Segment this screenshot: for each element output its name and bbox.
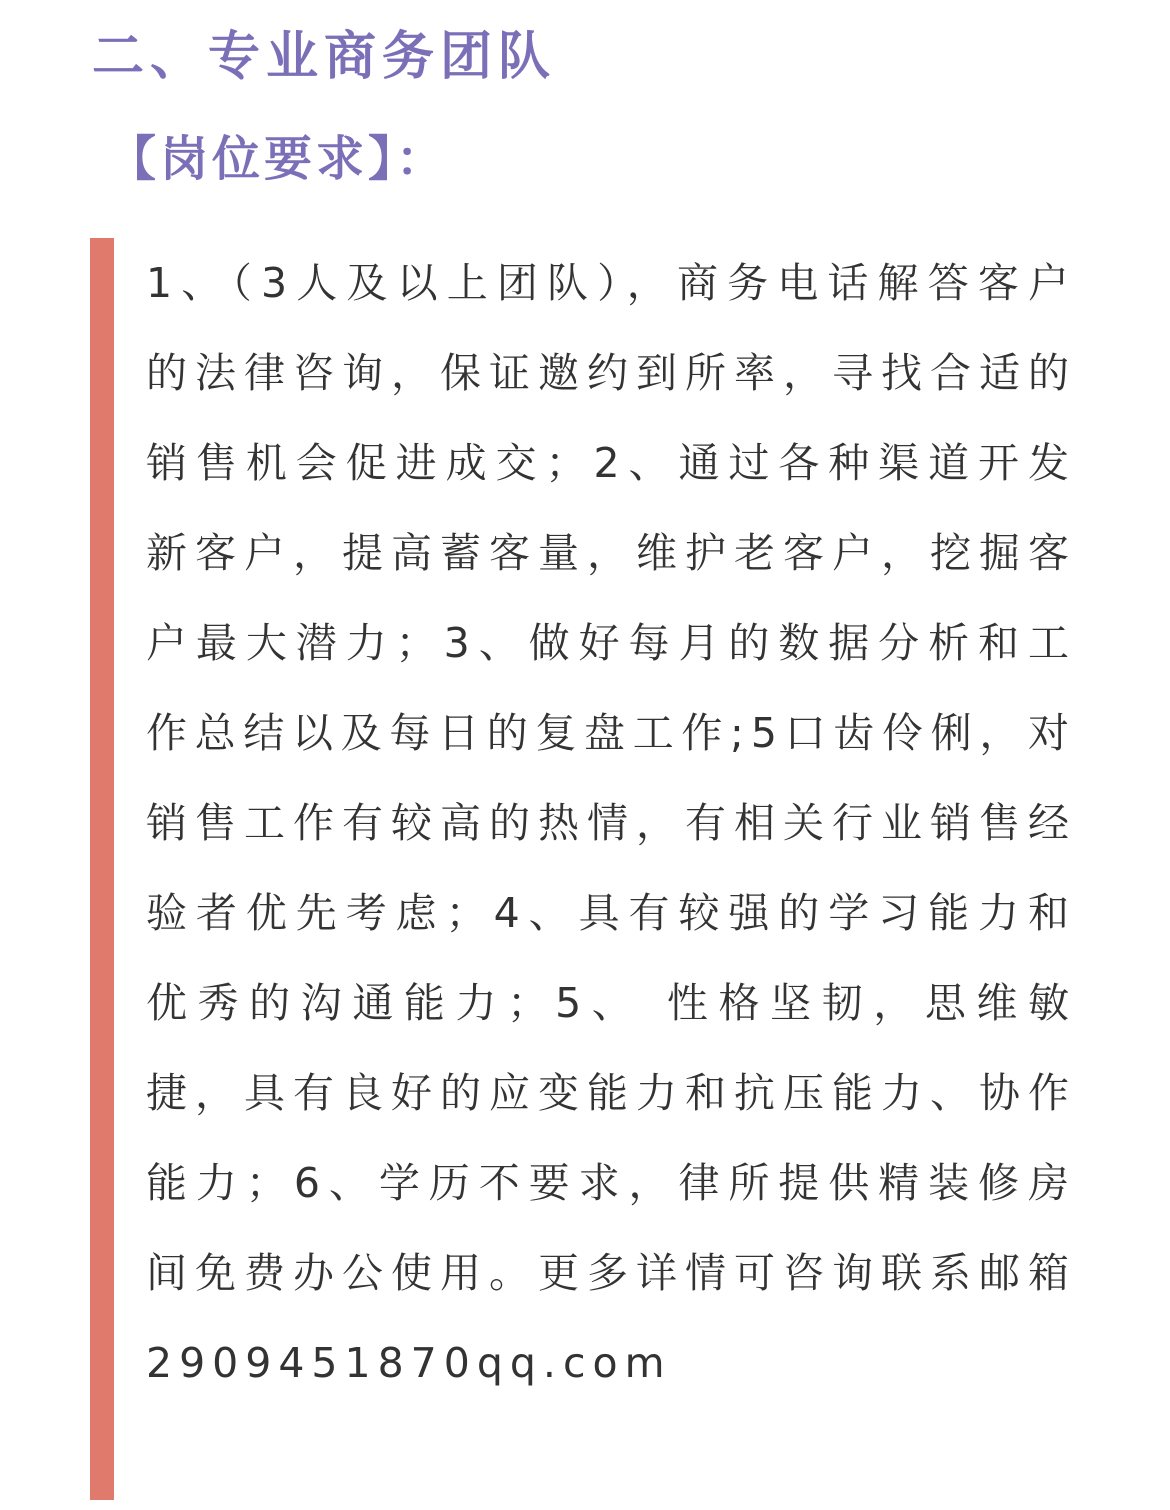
section-title: 二、专业商务团队 (92, 27, 557, 87)
requirements-body: 1、（3人及以上团队），商务电话解答客户的法律咨询，保证邀约到所率，寻找合适的销售机会促进成交；2、通过各种渠道开发新客户，提高蓄客量，维护老客户，挖掘客户最大潜力；3、做好每月的数据分析和工作总结以及每日的复盘工作;5口齿伶俐，对销售工作有较高的热情，有相关行业销售经验者优先考虑；4、具有较强的学习能力和优秀的沟通能力；5、 性格坚韧，思维敏捷，具有良好的应变能力和抗压能力、协作能力；6、学历不要求，律所提供精装修房间免费办公使用。更多详情可咨询联系邮箱 2909451870qq.com (146, 259, 1076, 1387)
quote-accent-bar (90, 238, 114, 1500)
requirements-heading: 【岗位要求】： (108, 131, 449, 187)
